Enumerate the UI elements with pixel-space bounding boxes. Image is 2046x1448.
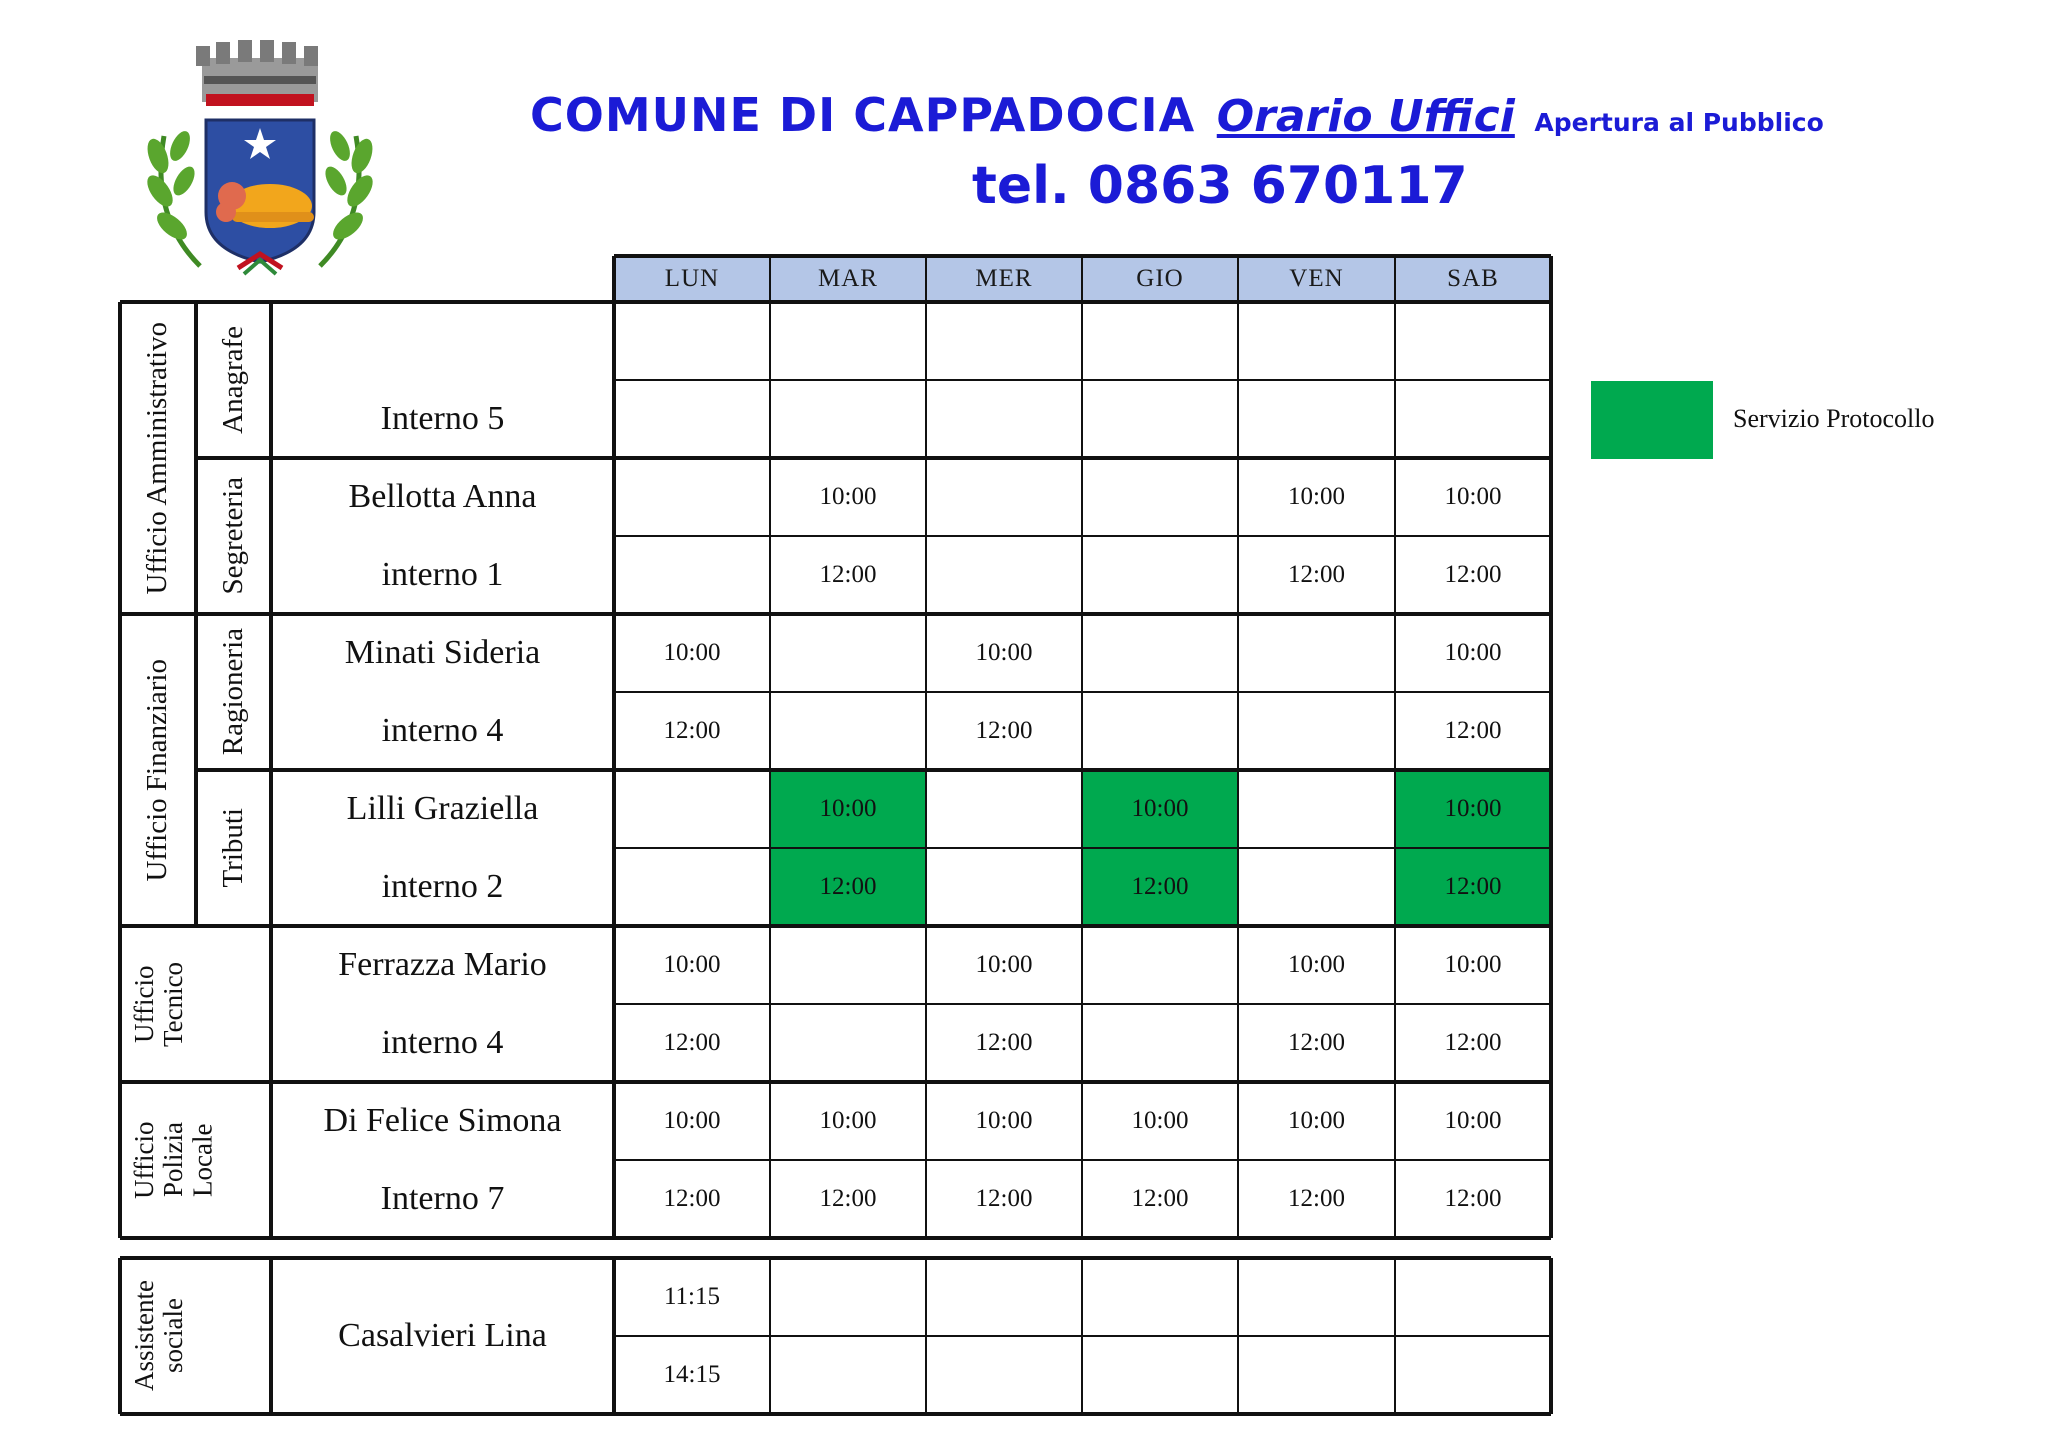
office-label: [196, 614, 271, 770]
opening-note: Apertura al Pubblico: [1534, 108, 1824, 137]
time-cell: [926, 1336, 1082, 1414]
time-cell: [770, 1258, 926, 1336]
time-cell: [614, 380, 770, 458]
staff-name: Bellotta Anna: [348, 478, 537, 515]
time-cell: [1082, 302, 1238, 380]
time-cell: [770, 614, 926, 692]
department-label: [120, 926, 271, 1082]
time-cell: 12:00: [1131, 1185, 1189, 1212]
time-cell: 10:00: [1131, 1107, 1189, 1134]
time-cell: 12:00: [819, 1185, 877, 1212]
time-cell: [926, 302, 1082, 380]
time-cell: [1238, 302, 1395, 380]
time-cell: 12:00: [1444, 1185, 1502, 1212]
time-cell: [614, 302, 770, 380]
staff-name: interno 4: [381, 1024, 504, 1061]
staff-name: Interno 5: [380, 400, 505, 437]
time-cell: 12:00: [1444, 1029, 1502, 1056]
staff-name: Minati Sideria: [344, 634, 541, 671]
staff-name: [271, 302, 614, 380]
time-cell: 12:00: [975, 717, 1033, 744]
time-cell: [770, 302, 926, 380]
time-cell: 10:00: [663, 951, 721, 978]
time-cell: [614, 848, 770, 926]
time-cell: 10:00: [1444, 951, 1502, 978]
staff-name: Interno 7: [380, 1180, 505, 1217]
time-cell: [1082, 614, 1238, 692]
office-label: [196, 458, 271, 614]
staff-name: interno 2: [381, 868, 504, 905]
time-cell: [1395, 1336, 1551, 1414]
time-cell: 12:00: [663, 717, 721, 744]
page-title: COMUNE DI CAPPADOCIA: [530, 88, 1196, 142]
time-cell: 12:00: [770, 848, 926, 926]
department-label-text: Ufficio Amministrativo: [141, 321, 174, 595]
time-cell: 10:00: [975, 1107, 1033, 1134]
time-cell: 12:00: [1444, 561, 1502, 588]
time-cell: 10:00: [1082, 770, 1238, 848]
time-cell: [1395, 380, 1551, 458]
staff-name: Ferrazza Mario: [338, 946, 547, 983]
day-header-ven: VEN: [1238, 256, 1395, 302]
staff-name: interno 1: [381, 556, 504, 593]
time-cell: 12:00: [975, 1029, 1033, 1056]
time-cell: [770, 692, 926, 770]
time-cell: 10:00: [1444, 483, 1502, 510]
time-cell: 10:00: [1444, 639, 1502, 666]
time-cell: [1395, 1258, 1551, 1336]
staff-name: interno 4: [381, 712, 504, 749]
time-cell: [614, 458, 770, 536]
time-cell: [1082, 536, 1238, 614]
time-cell: 11:15: [663, 1283, 721, 1310]
time-cell: 14:15: [663, 1361, 721, 1388]
department-label: [120, 1082, 271, 1238]
page-subtitle: Orario Uffici: [1216, 91, 1515, 142]
staff-name: Casalvieri Lina: [338, 1317, 547, 1354]
time-cell: [1238, 770, 1395, 848]
time-cell: [1082, 380, 1238, 458]
time-cell: 12:00: [1288, 1029, 1345, 1056]
time-cell: [1238, 614, 1395, 692]
time-cell: 10:00: [975, 951, 1033, 978]
time-cell: [1082, 926, 1238, 1004]
time-cell: 12:00: [975, 1185, 1033, 1212]
time-cell: [770, 926, 926, 1004]
time-cell: 10:00: [819, 483, 877, 510]
time-cell: [1238, 1258, 1395, 1336]
department-label-text: Ufficio Finanziario: [141, 658, 174, 882]
time-cell: 10:00: [975, 639, 1033, 666]
day-header-mar: MAR: [770, 256, 926, 302]
time-cell: 10:00: [1288, 1107, 1345, 1134]
time-cell: [926, 380, 1082, 458]
department-label: [120, 614, 196, 926]
time-cell: [1082, 1336, 1238, 1414]
time-cell: 10:00: [819, 1107, 877, 1134]
time-cell: 10:00: [1395, 770, 1551, 848]
office-label: [196, 302, 271, 458]
day-header-mer: MER: [926, 256, 1082, 302]
office-label: [196, 770, 271, 926]
time-cell: [770, 1336, 926, 1414]
time-cell: [1082, 458, 1238, 536]
time-cell: [614, 536, 770, 614]
time-cell: [1082, 1004, 1238, 1082]
day-header-sab: SAB: [1395, 256, 1551, 302]
day-header-lun: LUN: [614, 256, 770, 302]
time-cell: 10:00: [1288, 951, 1345, 978]
legend-label: Servizio Protocollo: [1733, 404, 1935, 433]
time-cell: [770, 1004, 926, 1082]
time-cell: [926, 536, 1082, 614]
time-cell: [926, 458, 1082, 536]
time-cell: 10:00: [663, 639, 721, 666]
municipal-crest-logo: [140, 36, 380, 286]
day-header-gio: GIO: [1082, 256, 1238, 302]
time-cell: 12:00: [1395, 848, 1551, 926]
time-cell: 10:00: [663, 1107, 721, 1134]
time-cell: 10:00: [1444, 1107, 1502, 1134]
time-cell: 10:00: [1288, 483, 1345, 510]
time-cell: [1238, 1336, 1395, 1414]
office-label-text: Tributi: [216, 808, 249, 888]
department-label-text: Ufficio Polizia Locale: [129, 1121, 218, 1199]
time-cell: [770, 380, 926, 458]
legend-swatch: [1591, 381, 1713, 459]
time-cell: [926, 848, 1082, 926]
header-title-line: [530, 88, 1824, 142]
time-cell: [1395, 302, 1551, 380]
time-cell: 12:00: [1288, 561, 1345, 588]
time-cell: 12:00: [663, 1029, 721, 1056]
time-cell: [1238, 380, 1395, 458]
time-cell: [926, 1258, 1082, 1336]
time-cell: [1082, 1258, 1238, 1336]
department-label: [120, 1258, 271, 1414]
department-label-text: Assistente sociale: [129, 1280, 189, 1392]
staff-name: Lilli Graziella: [346, 790, 539, 827]
time-cell: 10:00: [770, 770, 926, 848]
phone-number: tel. 0863 670117: [972, 156, 1468, 216]
time-cell: [1238, 692, 1395, 770]
office-label-text: Ragioneria: [216, 628, 249, 756]
department-label-text: Ufficio Tecnico: [129, 961, 189, 1047]
time-cell: [926, 770, 1082, 848]
time-cell: 12:00: [1082, 848, 1238, 926]
time-cell: 12:00: [819, 561, 877, 588]
time-cell: [1082, 692, 1238, 770]
office-label-text: Anagrafe: [216, 326, 249, 434]
time-cell: 12:00: [1444, 717, 1502, 744]
department-label: [120, 302, 196, 614]
time-cell: [1238, 848, 1395, 926]
time-cell: 12:00: [1288, 1185, 1345, 1212]
time-cell: [614, 770, 770, 848]
office-label-text: Segreteria: [216, 477, 249, 595]
staff-name: Di Felice Simona: [323, 1102, 562, 1139]
time-cell: 12:00: [663, 1185, 721, 1212]
